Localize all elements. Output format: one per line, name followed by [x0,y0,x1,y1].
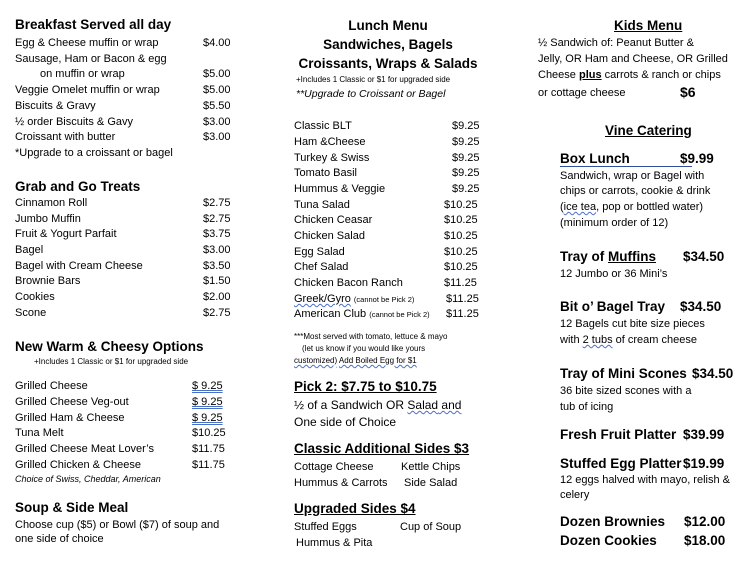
menu-item-price: $11.25 [446,308,479,320]
menu-item-name: Veggie Omelet muffin or wrap [15,84,160,96]
soup-title: Soup & Side Meal [15,500,129,515]
menu-item-price: $3.50 [203,260,231,272]
menu-item-price: $10.25 [444,199,478,211]
kids-desc: Cheese plus carrots & ranch or chips [538,69,721,81]
menu-item-name: Jumbo Muffin [15,213,81,225]
menu-item-price: $3.00 [203,116,231,128]
menu-item-price: $5.50 [203,100,231,112]
brownies-name: Dozen Brownies [560,514,666,529]
menu-item-price: $3.00 [203,244,231,256]
menu-item-name: Chicken Bacon Ranch [294,277,403,289]
menu-item-price: $3.75 [203,228,231,240]
egg-platter-desc: celery [560,489,590,501]
lunch-subtitle: Croissants, Wraps & Salads [298,56,478,71]
menu-item-price: $4.00 [203,37,231,49]
menu-item-price: $ 9.25 [192,412,223,424]
side-item: Cup of Soup [400,521,462,533]
menu-item-name: Chicken Salad [294,230,365,242]
lunch-footnote: customized) Add Boiled Egg for $1 [294,356,417,365]
menu-item-price: $5.00 [203,68,231,80]
menu-item-name: Sausage, Ham or Bacon & egg [15,53,167,65]
menu-item-name: Bagel [15,244,44,256]
side-item: Stuffed Eggs [294,521,357,533]
side-item: Hummus & Carrots [294,477,388,489]
bagel-tray-name: Bit o’ Bagel Tray [560,299,666,314]
egg-platter-name: Stuffed Egg Platter [560,456,682,471]
menu-item-price: $9.25 [452,136,480,148]
breakfast-note: *Upgrade to a croissant or bagel [15,147,173,159]
menu-item-name: Tomato Basil [294,167,357,179]
menu-item-name: Tuna Melt [15,427,64,439]
side-item: Kettle Chips [401,461,461,473]
menu-item-name: Egg & Cheese muffin or wrap [15,37,159,49]
menu-item-name: Croissant with butter [15,131,116,143]
menu-item-price: $10.25 [444,214,478,226]
menu-item-price: $10.25 [192,427,226,439]
kids-title: Kids Menu [614,18,683,33]
box-lunch-price: $9.99 [680,151,714,166]
menu-item-name: Chicken Ceasar [294,214,373,226]
menu-item-name: Tuna Salad [294,199,350,211]
menu-item-price: $ 9.25 [192,396,223,408]
menu-item-price: $9.25 [452,183,480,195]
menu-item-price: $5.00 [203,84,231,96]
classic-sides-title: Classic Additional Sides $3 [294,441,470,456]
grab-go-title: Grab and Go Treats [15,179,141,194]
menu-item-name: American Club (cannot be Pick 2) [294,308,430,320]
menu-item-name: Greek/Gyro (cannot be Pick 2) [294,293,415,305]
fruit-platter-name: Fresh Fruit Platter [560,427,677,442]
menu-item-name: Bagel with Cream Cheese [15,260,143,272]
menu-item-name: Brownie Bars [15,275,81,287]
menu-item-price: $10.25 [444,261,478,273]
lunch-footnote: (let us know if you would like yours [302,344,426,353]
menu-item-name: Grilled Ham & Cheese [15,412,125,424]
menu-item-name: Grilled Cheese Meat Lover’s [15,443,154,455]
lunch-includes-note: +Includes 1 Classic or $1 for upgraded side [296,75,451,84]
menu-item-name: Biscuits & Gravy [15,100,96,112]
menu-item-price: $11.25 [446,293,479,305]
egg-platter-desc: 12 eggs halved with mayo, relish & [560,474,730,486]
menu-item-name: on muffin or wrap [40,68,125,80]
muffin-tray-price: $34.50 [683,249,725,264]
menu-item-price: $1.50 [203,275,231,287]
menu-item-name: Hummus & Veggie [294,183,386,195]
menu-item-name: ½ order Biscuits & Gavy [15,116,133,128]
scones-tray-desc: 36 bite sized scones with a [560,385,692,397]
fruit-platter-price: $39.99 [683,427,725,442]
menu-item-price: $11.75 [192,459,225,471]
menu-item-price: $9.25 [452,152,480,164]
kids-desc: Jelly, OR Ham and Cheese, OR Grilled [538,53,728,65]
scones-tray-desc: tub of icing [560,401,614,413]
breakfast-title: Breakfast Served all day [15,17,172,32]
menu-item-name: Grilled Chicken & Cheese [15,459,141,471]
box-lunch-desc: (ice tea, pop or bottled water) [560,201,704,213]
muffin-tray-name: Tray of Muffins [560,249,657,264]
upgraded-sides-title: Upgraded Sides $4 [294,501,416,516]
kids-price: $6 [680,84,696,100]
menu-item-price: $11.75 [192,443,225,455]
box-lunch-desc: chips or carrots, cookie & drink [560,185,711,197]
warm-cheesy-title: New Warm & Cheesy Options [15,339,204,354]
scones-tray-price: $34.50 [692,366,734,381]
cookies-price: $18.00 [684,533,726,548]
menu-item-price: $ 9.25 [192,380,223,392]
menu-item-price: $2.00 [203,291,231,303]
brownies-price: $12.00 [684,514,726,529]
menu-item-price: $2.75 [203,213,231,225]
menu-item-name: Classic BLT [294,120,352,132]
menu-item-price: $9.25 [452,167,480,179]
menu-item-price: $10.25 [444,230,478,242]
menu-item-name: Fruit & Yogurt Parfait [15,228,117,240]
side-item: Side Salad [404,477,458,489]
menu-item-price: $3.00 [203,131,231,143]
menu-item-price: $2.75 [203,197,231,209]
bagel-tray-desc: 12 Bagels cut bite size pieces [560,318,705,330]
menu-item-name: Grilled Cheese Veg-out [15,396,129,408]
warm-cheesy-note: Choice of Swiss, Cheddar, American [15,474,161,484]
pick2-desc: One side of Choice [294,415,397,429]
lunch-subtitle: Sandwiches, Bagels [323,37,453,52]
side-item: Cottage Cheese [294,461,374,473]
kids-desc: or cottage cheese [538,87,626,99]
warm-cheesy-subtitle: +Includes 1 Classic or $1 for upgraded side [34,357,189,366]
lunch-title: Lunch Menu [348,18,428,33]
menu-item-name: Cinnamon Roll [15,197,88,209]
menu-item-name: Egg Salad [294,246,345,258]
menu-item-name: Grilled Cheese [15,380,88,392]
box-lunch-name: Box Lunch [560,151,692,167]
menu-item-price: $2.75 [203,307,231,319]
cookies-name: Dozen Cookies [560,533,657,548]
menu-item-name: Turkey & Swiss [294,152,370,164]
soup-desc: one side of choice [15,533,104,545]
bagel-tray-price: $34.50 [680,299,722,314]
menu-item-price: $9.25 [452,120,480,132]
pick2-desc: ½ of a Sandwich OR Salad and [294,398,462,412]
menu-item-name: Ham &Cheese [294,136,366,148]
menu-item-name: Chef Salad [294,261,349,273]
scones-tray-name: Tray of Mini Scones [560,366,687,381]
side-item: Hummus & Pita [296,537,373,549]
box-lunch-desc: Sandwich, wrap or Bagel with [560,170,705,182]
menu-item-name: Cookies [15,291,55,303]
menu-item-price: $10.25 [444,246,478,258]
soup-desc: Choose cup ($5) or Bowl ($7) of soup and [15,519,220,531]
egg-platter-price: $19.99 [683,456,725,471]
bagel-tray-desc: with 2 tubs of cream cheese [560,334,697,346]
box-lunch-desc: (minimum order of 12) [560,217,669,229]
catering-title: Vine Catering [605,123,692,138]
kids-desc: ½ Sandwich of: Peanut Butter & [538,37,694,49]
muffin-tray-desc: 12 Jumbo or 36 Mini’s [560,268,668,280]
lunch-upgrade-note: **Upgrade to Croissant or Bagel [296,88,446,100]
pick2-title: Pick 2: $7.75 to $10.75 [294,379,437,394]
menu-item-price: $11.25 [444,277,477,289]
menu-item-name: Scone [15,307,47,319]
lunch-footnote: ***Most served with tomato, lettuce & mayo [294,332,448,341]
